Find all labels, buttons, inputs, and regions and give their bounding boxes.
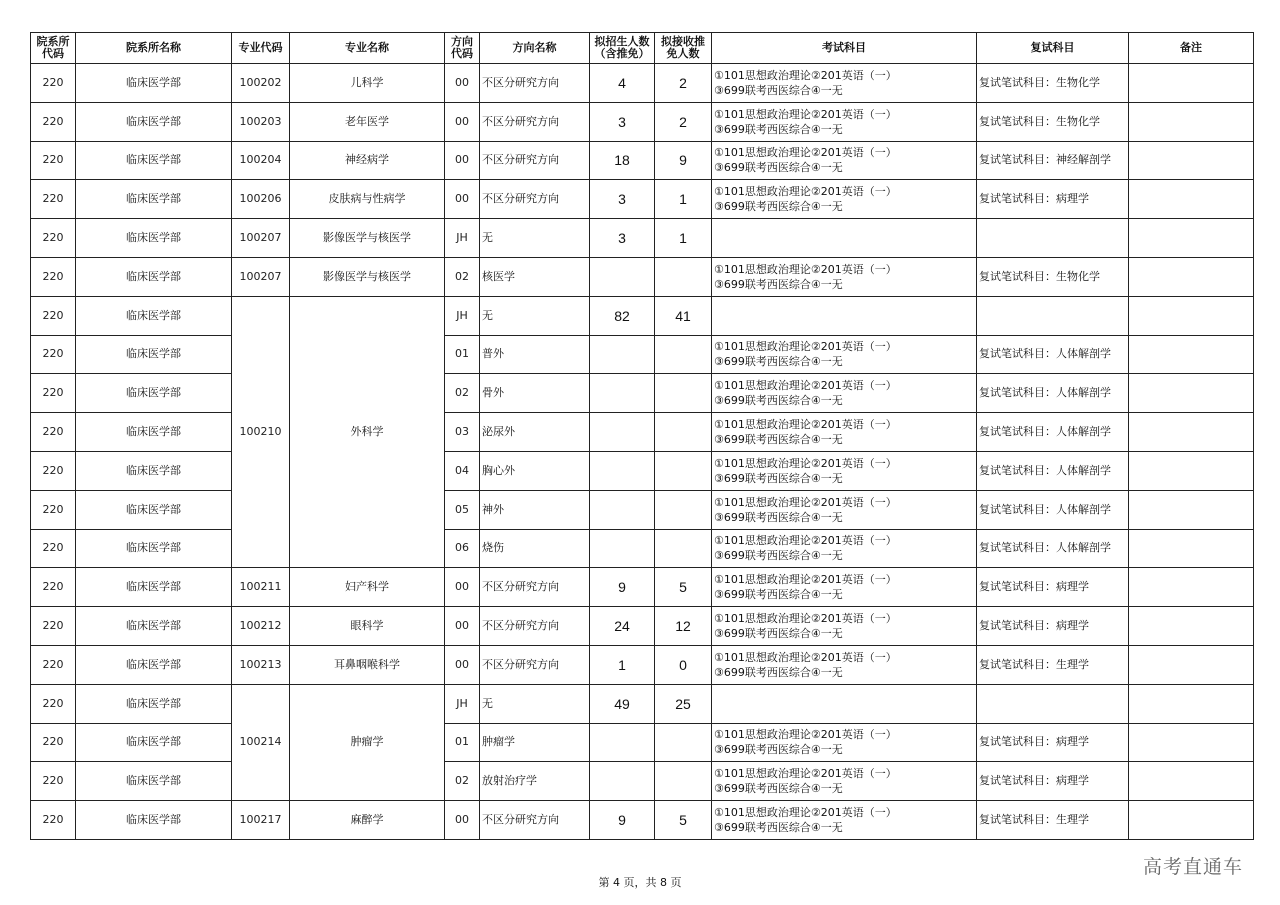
- retest-subject-cell: 复试笔试科目：生理学: [977, 801, 1129, 840]
- dir-name-cell: 不区分研究方向: [480, 102, 590, 141]
- table-row: [31, 490, 1254, 529]
- dir-name-cell: 不区分研究方向: [480, 568, 590, 607]
- exam-line-2: ③699联考西医综合④一无: [714, 588, 843, 602]
- dir-name-cell: 无: [480, 684, 590, 723]
- major-name-cell: 皮肤病与性病学: [290, 180, 445, 219]
- exam-line-2: ③699联考西医综合④一无: [714, 83, 843, 97]
- dir-code-cell: 02: [445, 374, 480, 413]
- exam-line-1: ①101思想政治理论②201英语（一）: [714, 418, 897, 432]
- dept-name-cell: 临床医学部: [76, 219, 232, 258]
- exam-line-1: ①101思想政治理论②201英语（一）: [714, 68, 897, 82]
- major-name-cell: 儿科学: [290, 64, 445, 103]
- exempt-count-cell: [655, 335, 712, 374]
- exam-line-1: ①101思想政治理论②201英语（一）: [714, 650, 897, 664]
- major-name-cell: 耳鼻咽喉科学: [290, 645, 445, 684]
- exam-subjects-cell: [712, 141, 977, 180]
- note-cell: [1129, 296, 1254, 335]
- dept-code-cell: 220: [31, 568, 76, 607]
- dept-code-cell: 220: [31, 645, 76, 684]
- dept-code-cell: 220: [31, 451, 76, 490]
- dir-name-cell: 无: [480, 296, 590, 335]
- enroll-count-cell: 1: [590, 645, 655, 684]
- major-code-cell: 100203: [232, 102, 290, 141]
- dept-code-cell: 220: [31, 335, 76, 374]
- dir-code-cell: 03: [445, 413, 480, 452]
- exempt-count-cell: 0: [655, 645, 712, 684]
- dept-code-cell: 220: [31, 723, 76, 762]
- table-row: [31, 451, 1254, 490]
- note-cell: [1129, 568, 1254, 607]
- major-name-cell: 影像医学与核医学: [290, 257, 445, 296]
- retest-subject-cell: 复试笔试科目：生物化学: [977, 64, 1129, 103]
- note-cell: [1129, 257, 1254, 296]
- dir-code-cell: 02: [445, 257, 480, 296]
- exempt-count-cell: [655, 257, 712, 296]
- major-code-cell: 100214: [232, 684, 290, 800]
- exempt-count-cell: 41: [655, 296, 712, 335]
- major-name-cell: 眼科学: [290, 607, 445, 646]
- major-code-cell: 100210: [232, 296, 290, 568]
- enroll-count-cell: [590, 490, 655, 529]
- table-row: [31, 180, 1254, 219]
- dir-name-cell: 胸心外: [480, 451, 590, 490]
- note-cell: [1129, 374, 1254, 413]
- enroll-count-cell: 3: [590, 219, 655, 258]
- exempt-count-cell: 1: [655, 180, 712, 219]
- dept-code-cell: 220: [31, 374, 76, 413]
- exam-line-2: ③699联考西医综合④一无: [714, 122, 843, 136]
- exempt-count-cell: [655, 529, 712, 568]
- header-major-code: 专业代码: [232, 33, 290, 64]
- dept-code-cell: 220: [31, 413, 76, 452]
- note-cell: [1129, 684, 1254, 723]
- table-row: [31, 568, 1254, 607]
- header-exam: 考试科目: [712, 33, 977, 64]
- exam-line-2: ③699联考西医综合④一无: [714, 200, 843, 214]
- dept-name-cell: 临床医学部: [76, 645, 232, 684]
- dept-code-cell: 220: [31, 141, 76, 180]
- table-row: [31, 645, 1254, 684]
- dept-name-cell: 临床医学部: [76, 568, 232, 607]
- note-cell: [1129, 645, 1254, 684]
- note-cell: [1129, 102, 1254, 141]
- exam-subjects-cell: [712, 762, 977, 801]
- exam-line-1: ①101思想政治理论②201英语（一）: [714, 185, 897, 199]
- exam-line-1: ①101思想政治理论②201英语（一）: [714, 340, 897, 354]
- enroll-count-cell: 18: [590, 141, 655, 180]
- table-row: [31, 296, 1254, 335]
- retest-subject-cell: 复试笔试科目：神经解剖学: [977, 141, 1129, 180]
- exam-subjects-cell: [712, 335, 977, 374]
- retest-subject-cell: 复试笔试科目：生物化学: [977, 102, 1129, 141]
- dept-code-cell: 220: [31, 102, 76, 141]
- exam-subjects-cell: [712, 607, 977, 646]
- dir-code-cell: 01: [445, 723, 480, 762]
- enroll-count-cell: 24: [590, 607, 655, 646]
- table-row: [31, 64, 1254, 103]
- exam-line-2: ③699联考西医综合④一无: [714, 627, 843, 641]
- dir-code-cell: 05: [445, 490, 480, 529]
- exam-line-1: ①101思想政治理论②201英语（一）: [714, 573, 897, 587]
- note-cell: [1129, 607, 1254, 646]
- dir-code-cell: 00: [445, 607, 480, 646]
- enroll-count-cell: [590, 529, 655, 568]
- header-row: [31, 33, 1254, 64]
- dir-name-cell: 不区分研究方向: [480, 180, 590, 219]
- retest-subject-cell: 复试笔试科目：病理学: [977, 180, 1129, 219]
- dept-name-cell: 临床医学部: [76, 490, 232, 529]
- exempt-count-cell: 25: [655, 684, 712, 723]
- exempt-count-cell: [655, 762, 712, 801]
- retest-subject-cell: 复试笔试科目：人体解剖学: [977, 451, 1129, 490]
- exam-line-1: ①101思想政治理论②201英语（一）: [714, 262, 897, 276]
- exam-line-1: ①101思想政治理论②201英语（一）: [714, 728, 897, 742]
- watermark-text: 高考直通车: [1143, 856, 1244, 878]
- dir-code-cell: 00: [445, 141, 480, 180]
- exam-line-1: ①101思想政治理论②201英语（一）: [714, 534, 897, 548]
- enroll-count-cell: 49: [590, 684, 655, 723]
- dir-code-cell: 00: [445, 801, 480, 840]
- table-row: [31, 374, 1254, 413]
- enroll-count-cell: [590, 413, 655, 452]
- exam-line-2: ③699联考西医综合④一无: [714, 549, 843, 563]
- table-row: [31, 102, 1254, 141]
- header-note: 备注: [1129, 33, 1254, 64]
- dept-code-cell: 220: [31, 64, 76, 103]
- exam-line-2: ③699联考西医综合④一无: [714, 433, 843, 447]
- major-code-cell: 100207: [232, 219, 290, 258]
- retest-subject-cell: 复试笔试科目：病理学: [977, 723, 1129, 762]
- table-row: [31, 684, 1254, 723]
- exempt-count-cell: 1: [655, 219, 712, 258]
- header-major-name: 专业名称: [290, 33, 445, 64]
- major-name-cell: 外科学: [290, 296, 445, 568]
- dept-name-cell: 临床医学部: [76, 102, 232, 141]
- table-row: [31, 723, 1254, 762]
- exam-subjects-cell: [712, 723, 977, 762]
- exam-line-2: ③699联考西医综合④一无: [714, 471, 843, 485]
- note-cell: [1129, 141, 1254, 180]
- enroll-count-cell: [590, 762, 655, 801]
- table-row: [31, 607, 1254, 646]
- table-row: [31, 413, 1254, 452]
- retest-subject-cell: 复试笔试科目：生理学: [977, 645, 1129, 684]
- dir-name-cell: 不区分研究方向: [480, 141, 590, 180]
- major-name-cell: 妇产科学: [290, 568, 445, 607]
- major-name-cell: 影像医学与核医学: [290, 219, 445, 258]
- dept-code-cell: 220: [31, 490, 76, 529]
- enroll-count-cell: 82: [590, 296, 655, 335]
- dept-name-cell: 临床医学部: [76, 141, 232, 180]
- exam-line-2: ③699联考西医综合④一无: [714, 277, 843, 291]
- major-code-cell: 100212: [232, 607, 290, 646]
- header-dept-name: 院系所名称: [76, 33, 232, 64]
- header-enroll: 拟招生人数（含推免）: [590, 33, 655, 64]
- exam-subjects-cell: [712, 374, 977, 413]
- header-dept-code: 院系所代码: [31, 33, 76, 64]
- dir-code-cell: 00: [445, 102, 480, 141]
- header-retest: 复试科目: [977, 33, 1129, 64]
- dept-name-cell: 临床医学部: [76, 451, 232, 490]
- exam-line-1: ①101思想政治理论②201英语（一）: [714, 767, 897, 781]
- retest-subject-cell: 复试笔试科目：人体解剖学: [977, 413, 1129, 452]
- exam-line-2: ③699联考西医综合④一无: [714, 394, 843, 408]
- major-code-cell: 100217: [232, 801, 290, 840]
- major-name-cell: 麻醉学: [290, 801, 445, 840]
- header-dir-code: 方向代码: [445, 33, 480, 64]
- dir-name-cell: 无: [480, 219, 590, 258]
- enroll-count-cell: 4: [590, 64, 655, 103]
- exam-line-1: ①101思想政治理论②201英语（一）: [714, 107, 897, 121]
- exempt-count-cell: 9: [655, 141, 712, 180]
- major-code-cell: 100207: [232, 257, 290, 296]
- note-cell: [1129, 490, 1254, 529]
- enroll-count-cell: [590, 335, 655, 374]
- dir-name-cell: 骨外: [480, 374, 590, 413]
- exam-subjects-cell: [712, 451, 977, 490]
- dept-name-cell: 临床医学部: [76, 180, 232, 219]
- exam-line-2: ③699联考西医综合④一无: [714, 782, 843, 796]
- dir-name-cell: 不区分研究方向: [480, 645, 590, 684]
- dir-name-cell: 泌尿外: [480, 413, 590, 452]
- dir-name-cell: 放射治疗学: [480, 762, 590, 801]
- retest-subject-cell: 复试笔试科目：生物化学: [977, 257, 1129, 296]
- exempt-count-cell: 5: [655, 801, 712, 840]
- dir-name-cell: 烧伤: [480, 529, 590, 568]
- note-cell: [1129, 801, 1254, 840]
- admissions-table: [30, 32, 1254, 840]
- exam-line-2: ③699联考西医综合④一无: [714, 161, 843, 175]
- exam-subjects-cell: [712, 568, 977, 607]
- dir-name-cell: 不区分研究方向: [480, 607, 590, 646]
- dept-name-cell: 临床医学部: [76, 296, 232, 335]
- dept-name-cell: 临床医学部: [76, 257, 232, 296]
- dept-code-cell: 220: [31, 219, 76, 258]
- retest-subject-cell: 复试笔试科目：人体解剖学: [977, 529, 1129, 568]
- dir-name-cell: 核医学: [480, 257, 590, 296]
- exam-subjects-cell: [712, 219, 977, 258]
- enroll-count-cell: 3: [590, 102, 655, 141]
- retest-subject-cell: 复试笔试科目：病理学: [977, 762, 1129, 801]
- dir-code-cell: 00: [445, 180, 480, 219]
- exam-subjects-cell: [712, 180, 977, 219]
- note-cell: [1129, 219, 1254, 258]
- enroll-count-cell: 9: [590, 568, 655, 607]
- exam-line-2: ③699联考西医综合④一无: [714, 355, 843, 369]
- major-code-cell: 100206: [232, 180, 290, 219]
- dir-code-cell: 04: [445, 451, 480, 490]
- major-name-cell: 老年医学: [290, 102, 445, 141]
- dir-name-cell: 不区分研究方向: [480, 64, 590, 103]
- retest-subject-cell: [977, 684, 1129, 723]
- exempt-count-cell: [655, 451, 712, 490]
- retest-subject-cell: [977, 296, 1129, 335]
- exempt-count-cell: [655, 723, 712, 762]
- major-name-cell: 神经病学: [290, 141, 445, 180]
- dept-code-cell: 220: [31, 257, 76, 296]
- exempt-count-cell: [655, 413, 712, 452]
- table-row: [31, 219, 1254, 258]
- exempt-count-cell: 2: [655, 102, 712, 141]
- exam-subjects-cell: [712, 64, 977, 103]
- note-cell: [1129, 413, 1254, 452]
- enroll-count-cell: [590, 374, 655, 413]
- major-name-cell: 肿瘤学: [290, 684, 445, 800]
- table-row: [31, 801, 1254, 840]
- exempt-count-cell: [655, 490, 712, 529]
- dept-name-cell: 临床医学部: [76, 723, 232, 762]
- exempt-count-cell: 2: [655, 64, 712, 103]
- exam-line-1: ①101思想政治理论②201英语（一）: [714, 379, 897, 393]
- retest-subject-cell: [977, 219, 1129, 258]
- dir-name-cell: 肿瘤学: [480, 723, 590, 762]
- exam-subjects-cell: [712, 102, 977, 141]
- dir-code-cell: 06: [445, 529, 480, 568]
- major-code-cell: 100204: [232, 141, 290, 180]
- dept-name-cell: 临床医学部: [76, 529, 232, 568]
- exempt-count-cell: 12: [655, 607, 712, 646]
- exam-subjects-cell: [712, 257, 977, 296]
- exam-line-1: ①101思想政治理论②201英语（一）: [714, 456, 897, 470]
- exam-line-1: ①101思想政治理论②201英语（一）: [714, 612, 897, 626]
- table-row: [31, 257, 1254, 296]
- exam-subjects-cell: [712, 684, 977, 723]
- exam-subjects-cell: [712, 529, 977, 568]
- dir-code-cell: 01: [445, 335, 480, 374]
- enroll-count-cell: 9: [590, 801, 655, 840]
- exam-line-2: ③699联考西医综合④一无: [714, 743, 843, 757]
- header-exempt: 拟接收推免人数: [655, 33, 712, 64]
- dept-code-cell: 220: [31, 529, 76, 568]
- enroll-count-cell: [590, 723, 655, 762]
- dir-code-cell: JH: [445, 296, 480, 335]
- dir-code-cell: JH: [445, 219, 480, 258]
- enroll-count-cell: 3: [590, 180, 655, 219]
- page-footer: 第 4 页，共 8 页: [598, 876, 682, 889]
- dept-code-cell: 220: [31, 801, 76, 840]
- exam-line-1: ①101思想政治理论②201英语（一）: [714, 495, 897, 509]
- dir-name-cell: 普外: [480, 335, 590, 374]
- exam-line-2: ③699联考西医综合④一无: [714, 665, 843, 679]
- enroll-count-cell: [590, 451, 655, 490]
- note-cell: [1129, 723, 1254, 762]
- exempt-count-cell: [655, 374, 712, 413]
- dir-code-cell: 02: [445, 762, 480, 801]
- dept-code-cell: 220: [31, 607, 76, 646]
- exam-line-2: ③699联考西医综合④一无: [714, 821, 843, 835]
- retest-subject-cell: 复试笔试科目：人体解剖学: [977, 490, 1129, 529]
- note-cell: [1129, 529, 1254, 568]
- retest-subject-cell: 复试笔试科目：人体解剖学: [977, 374, 1129, 413]
- major-code-cell: 100213: [232, 645, 290, 684]
- dept-name-cell: 临床医学部: [76, 607, 232, 646]
- major-code-cell: 100202: [232, 64, 290, 103]
- exam-subjects-cell: [712, 490, 977, 529]
- dept-name-cell: 临床医学部: [76, 762, 232, 801]
- retest-subject-cell: 复试笔试科目：人体解剖学: [977, 335, 1129, 374]
- exam-line-1: ①101思想政治理论②201英语（一）: [714, 806, 897, 820]
- dept-name-cell: 临床医学部: [76, 374, 232, 413]
- table-row: [31, 529, 1254, 568]
- major-code-cell: 100211: [232, 568, 290, 607]
- note-cell: [1129, 335, 1254, 374]
- dept-code-cell: 220: [31, 180, 76, 219]
- exempt-count-cell: 5: [655, 568, 712, 607]
- dept-name-cell: 临床医学部: [76, 64, 232, 103]
- dept-name-cell: 临床医学部: [76, 684, 232, 723]
- dir-name-cell: 不区分研究方向: [480, 801, 590, 840]
- dir-code-cell: 00: [445, 645, 480, 684]
- exam-line-2: ③699联考西医综合④一无: [714, 510, 843, 524]
- table-row: [31, 335, 1254, 374]
- dept-code-cell: 220: [31, 762, 76, 801]
- retest-subject-cell: 复试笔试科目：病理学: [977, 607, 1129, 646]
- note-cell: [1129, 180, 1254, 219]
- dept-code-cell: 220: [31, 296, 76, 335]
- note-cell: [1129, 64, 1254, 103]
- note-cell: [1129, 762, 1254, 801]
- retest-subject-cell: 复试笔试科目：病理学: [977, 568, 1129, 607]
- dir-name-cell: 神外: [480, 490, 590, 529]
- table-row: [31, 141, 1254, 180]
- dept-name-cell: 临床医学部: [76, 335, 232, 374]
- exam-subjects-cell: [712, 645, 977, 684]
- dept-code-cell: 220: [31, 684, 76, 723]
- note-cell: [1129, 451, 1254, 490]
- dir-code-cell: JH: [445, 684, 480, 723]
- enroll-count-cell: [590, 257, 655, 296]
- exam-subjects-cell: [712, 413, 977, 452]
- dept-name-cell: 临床医学部: [76, 801, 232, 840]
- dir-code-cell: 00: [445, 568, 480, 607]
- exam-subjects-cell: [712, 296, 977, 335]
- table-row: [31, 762, 1254, 801]
- exam-line-1: ①101思想政治理论②201英语（一）: [714, 146, 897, 160]
- dept-name-cell: 临床医学部: [76, 413, 232, 452]
- exam-subjects-cell: [712, 801, 977, 840]
- header-dir-name: 方向名称: [480, 33, 590, 64]
- dir-code-cell: 00: [445, 64, 480, 103]
